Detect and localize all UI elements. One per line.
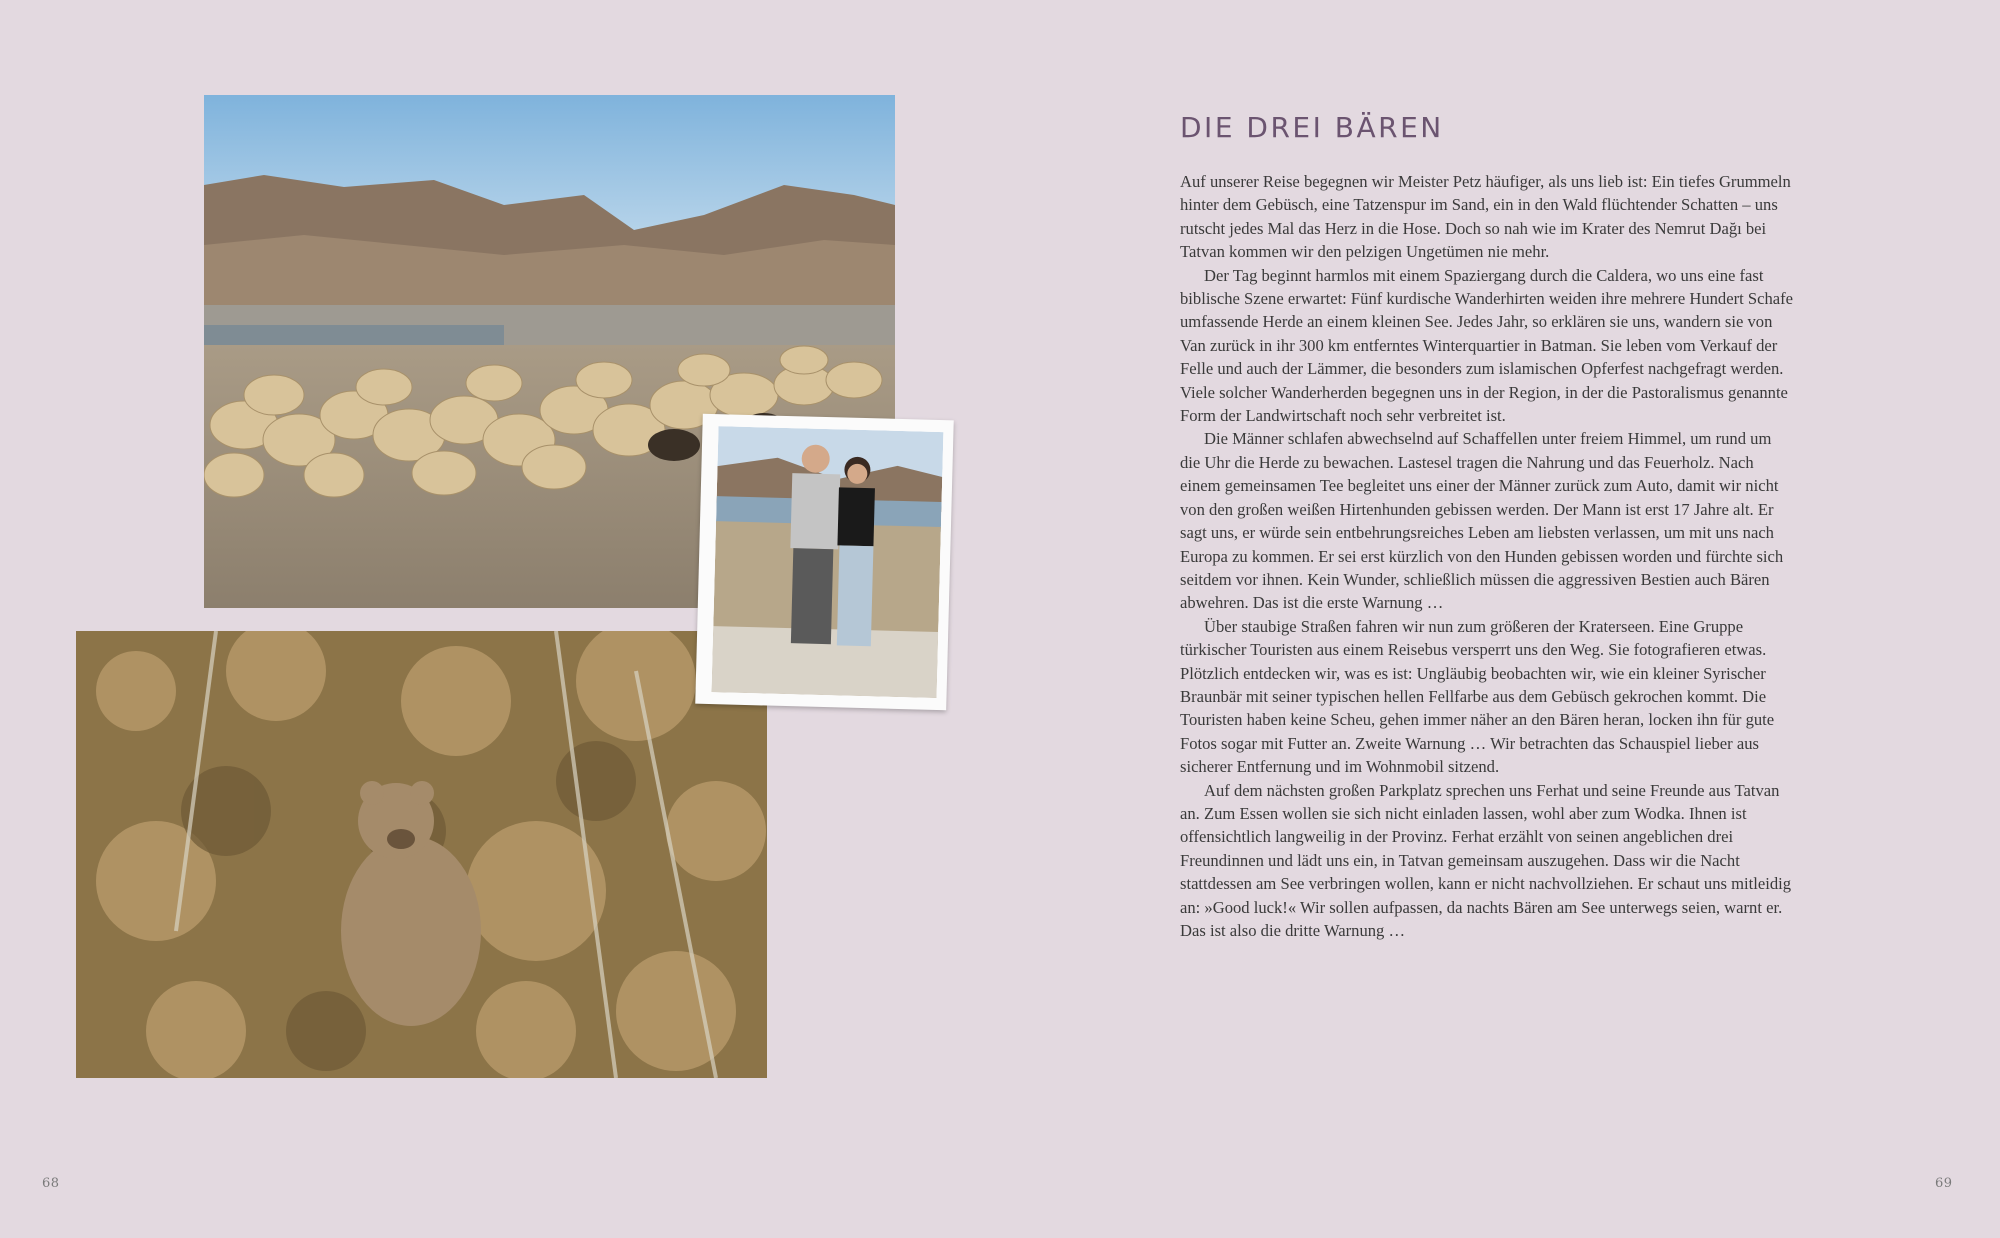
article-title: DIE DREI BÄREN	[1180, 111, 1444, 144]
page-number-right: 69	[1935, 1176, 1953, 1191]
paragraph-4: Über staubige Straßen fahren wir nun zum größeren der Kraterseen. Eine Gruppe türkischer Touristen aus einem Reisebus versperrt uns den Weg. Sie fotografieren etwas. Plötzlich entdecken wir, was es ist: Ungläubig beobachten wir, wie ein kleiner Syrischer Braunbär mit seiner typischen hellen Fellfarbe aus dem Gebüsch gekrochen kommt. Die Touristen haben keine Scheu, gehen immer näher an den Bären heran, locken ihn für gute Fotos sogar mit Futter an. Zweite Warnung … Wir betrachten das Schauspiel lieber aus sicherer Entfernung und im Wohnmobil sitzend.	[1180, 616, 1775, 777]
couple-polaroid-photo	[695, 414, 954, 710]
paragraph-1: Auf unserer Reise begegnen wir Meister Petz häufiger, als uns lieb ist: Ein tiefes Grummeln hinter dem Gebüsch, eine Tatzenspur im Sand, ein in den Wald flüchtender Schatten – uns rutscht jedes Mal das Herz in die Hose. Doch so nah wie im Krater des Nemrut Dağı bei Tatvan kommen wir den pelzigen Ungetümen nie mehr.	[1180, 172, 1791, 262]
paragraph-2: Der Tag beginnt harmlos mit einem Spaziergang durch die Caldera, wo uns eine fast biblische Szene erwartet: Fünf kurdische Wanderhirten weiden ihre mehrere Hundert Schafe umfassende Herde an einem kleinen See. Jedes Jahr, so erklären sie uns, wandern sie von Van zurück in ihr 300 km entferntes Winterquartier in Batman. Sie leben vom Verkauf der Felle und auch der Lämmer, die besonders zum islamischen Opferfest nachgefragt werden. Viele solcher Wanderherden begegnen uns in der Region, in der die Pastoralismus genannte Form der Landwirtschaft noch sehr verbreitet ist.	[1180, 265, 1794, 426]
paragraph-3: Die Männer schlafen abwechselnd auf Schaffellen unter freiem Himmel, um rund um die Uhr die Herde zu bewachen. Lastesel tragen die Nahrung und das Feuerholz. Nach einem gemeinsamen Tee begleitet uns einer der Männer zurück zum Auto, damit wir nicht von den großen weißen Hirtenhunden gebissen werden. Der Mann ist erst 17 Jahre alt. Er sagt uns, er würde sein entbehrungsreiches Leben am liebsten verlassen, um mit uns nach Europa zu kommen. Er sei erst kürzlich von den Hunden gebissen worden und fürchte sich seitdem vor ihnen. Kein Wunder, schließlich müssen die aggressiven Bestien auch Bären abwehren. Das ist die erste Warnung …	[1180, 429, 1784, 613]
paragraph-5: Auf dem nächsten großen Parkplatz sprechen uns Ferhat und seine Freunde aus Tatvan an. Zum Essen wollen sie sich nicht einladen lassen, wohl aber zum Wodka. Ihnen ist offensichtlich langweilig in der Provinz. Ferhat erzählt von seinen angeblichen drei Freundinnen und lädt uns ein, in Tatvan gemeinsam auszugehen. Dass wir die Nacht stattdessen am See verbringen wollen, kann er nicht nachvollziehen. Er schaut uns mitleidig an: »Good luck!« Wir sollen aufpassen, da nachts Bären am See unterwegs seien, warnt er. Das ist also die dritte Warnung …	[1180, 780, 1792, 940]
article	[1180, 108, 1795, 942]
couple-photo	[712, 426, 944, 698]
bear-in-bushes-photo	[76, 631, 767, 1078]
page-number-left: 68	[42, 1176, 60, 1191]
article-body	[1180, 170, 1795, 942]
couple-illustration	[712, 426, 944, 698]
bear-illustration	[76, 631, 767, 1078]
